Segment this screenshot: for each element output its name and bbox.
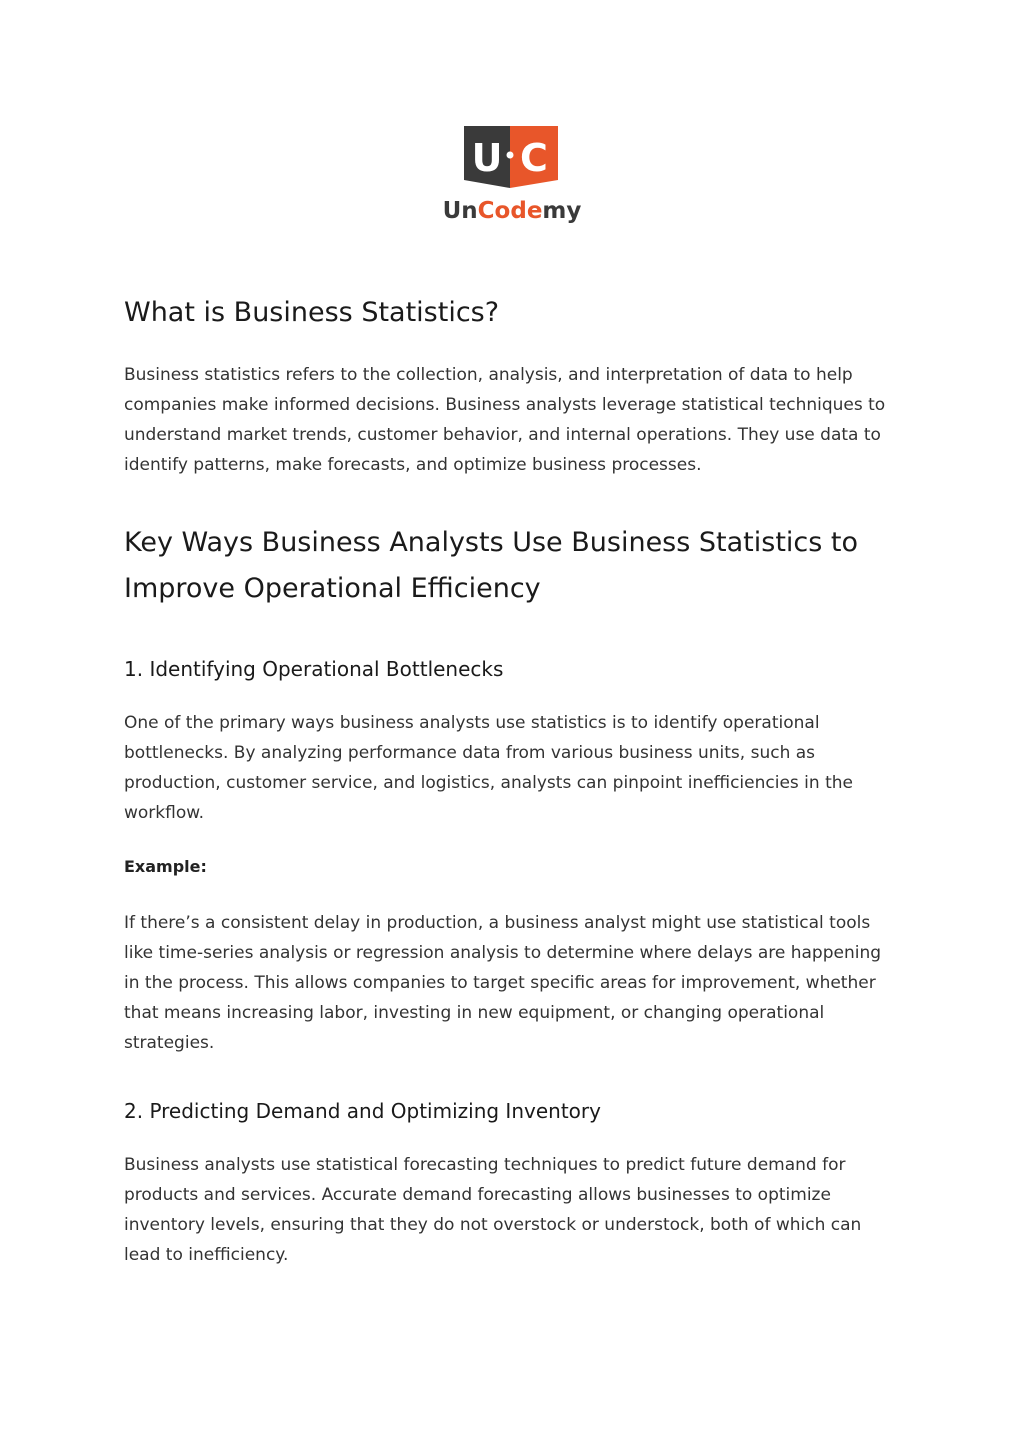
subsection-title-demand: 2. Predicting Demand and Optimizing Inventory <box>124 1099 601 1123</box>
article <box>124 290 900 1270</box>
example-label: Example: <box>124 857 207 876</box>
subsection-title-bottlenecks: 1. Identifying Operational Bottlenecks <box>124 657 504 681</box>
section-title: Key Ways Business Analysts Use Business Statistics to Improve Operational Efficiency <box>124 527 859 604</box>
demand-paragraph: Business analysts use statistical forecasting techniques to predict future demand for products and services. Accurate demand forecasting allows businesses to optimize inventory levels, ensuring that they do not overstock or understock, both of which can lead to inefficiency. <box>124 1155 862 1265</box>
logo-letter-c: C <box>520 136 548 180</box>
bottlenecks-paragraph: One of the primary ways business analysts use statistics is to identify operational bottlenecks. By analyzing performance data from various business units, such as production, customer service, and logistics, analysts can pinpoint inefficiencies in the workflow. <box>124 713 853 823</box>
logo-wordmark: UnCodemy <box>442 198 582 224</box>
intro-paragraph: Business statistics refers to the collection, analysis, and interpretation of data to help companies make informed decisions. Business analysts leverage statistical techniques to understand market trends, customer behavior, and internal operations. They use data to identify patterns, make forecasts, and optimize business processes. <box>124 365 886 475</box>
logo-dot <box>507 152 514 159</box>
uncodemy-logo <box>434 124 590 228</box>
example-paragraph: If there’s a consistent delay in production, a business analyst might use statistical tools like time-series analysis or regression analysis to determine where delays are happening in the process. This allows companies to target specific areas for improvement, whether that means increasing labor, investing in new equipment, or changing operational strategies. <box>124 913 882 1053</box>
logo-letter-u: U <box>471 136 503 180</box>
page-title: What is Business Statistics? <box>124 297 500 328</box>
